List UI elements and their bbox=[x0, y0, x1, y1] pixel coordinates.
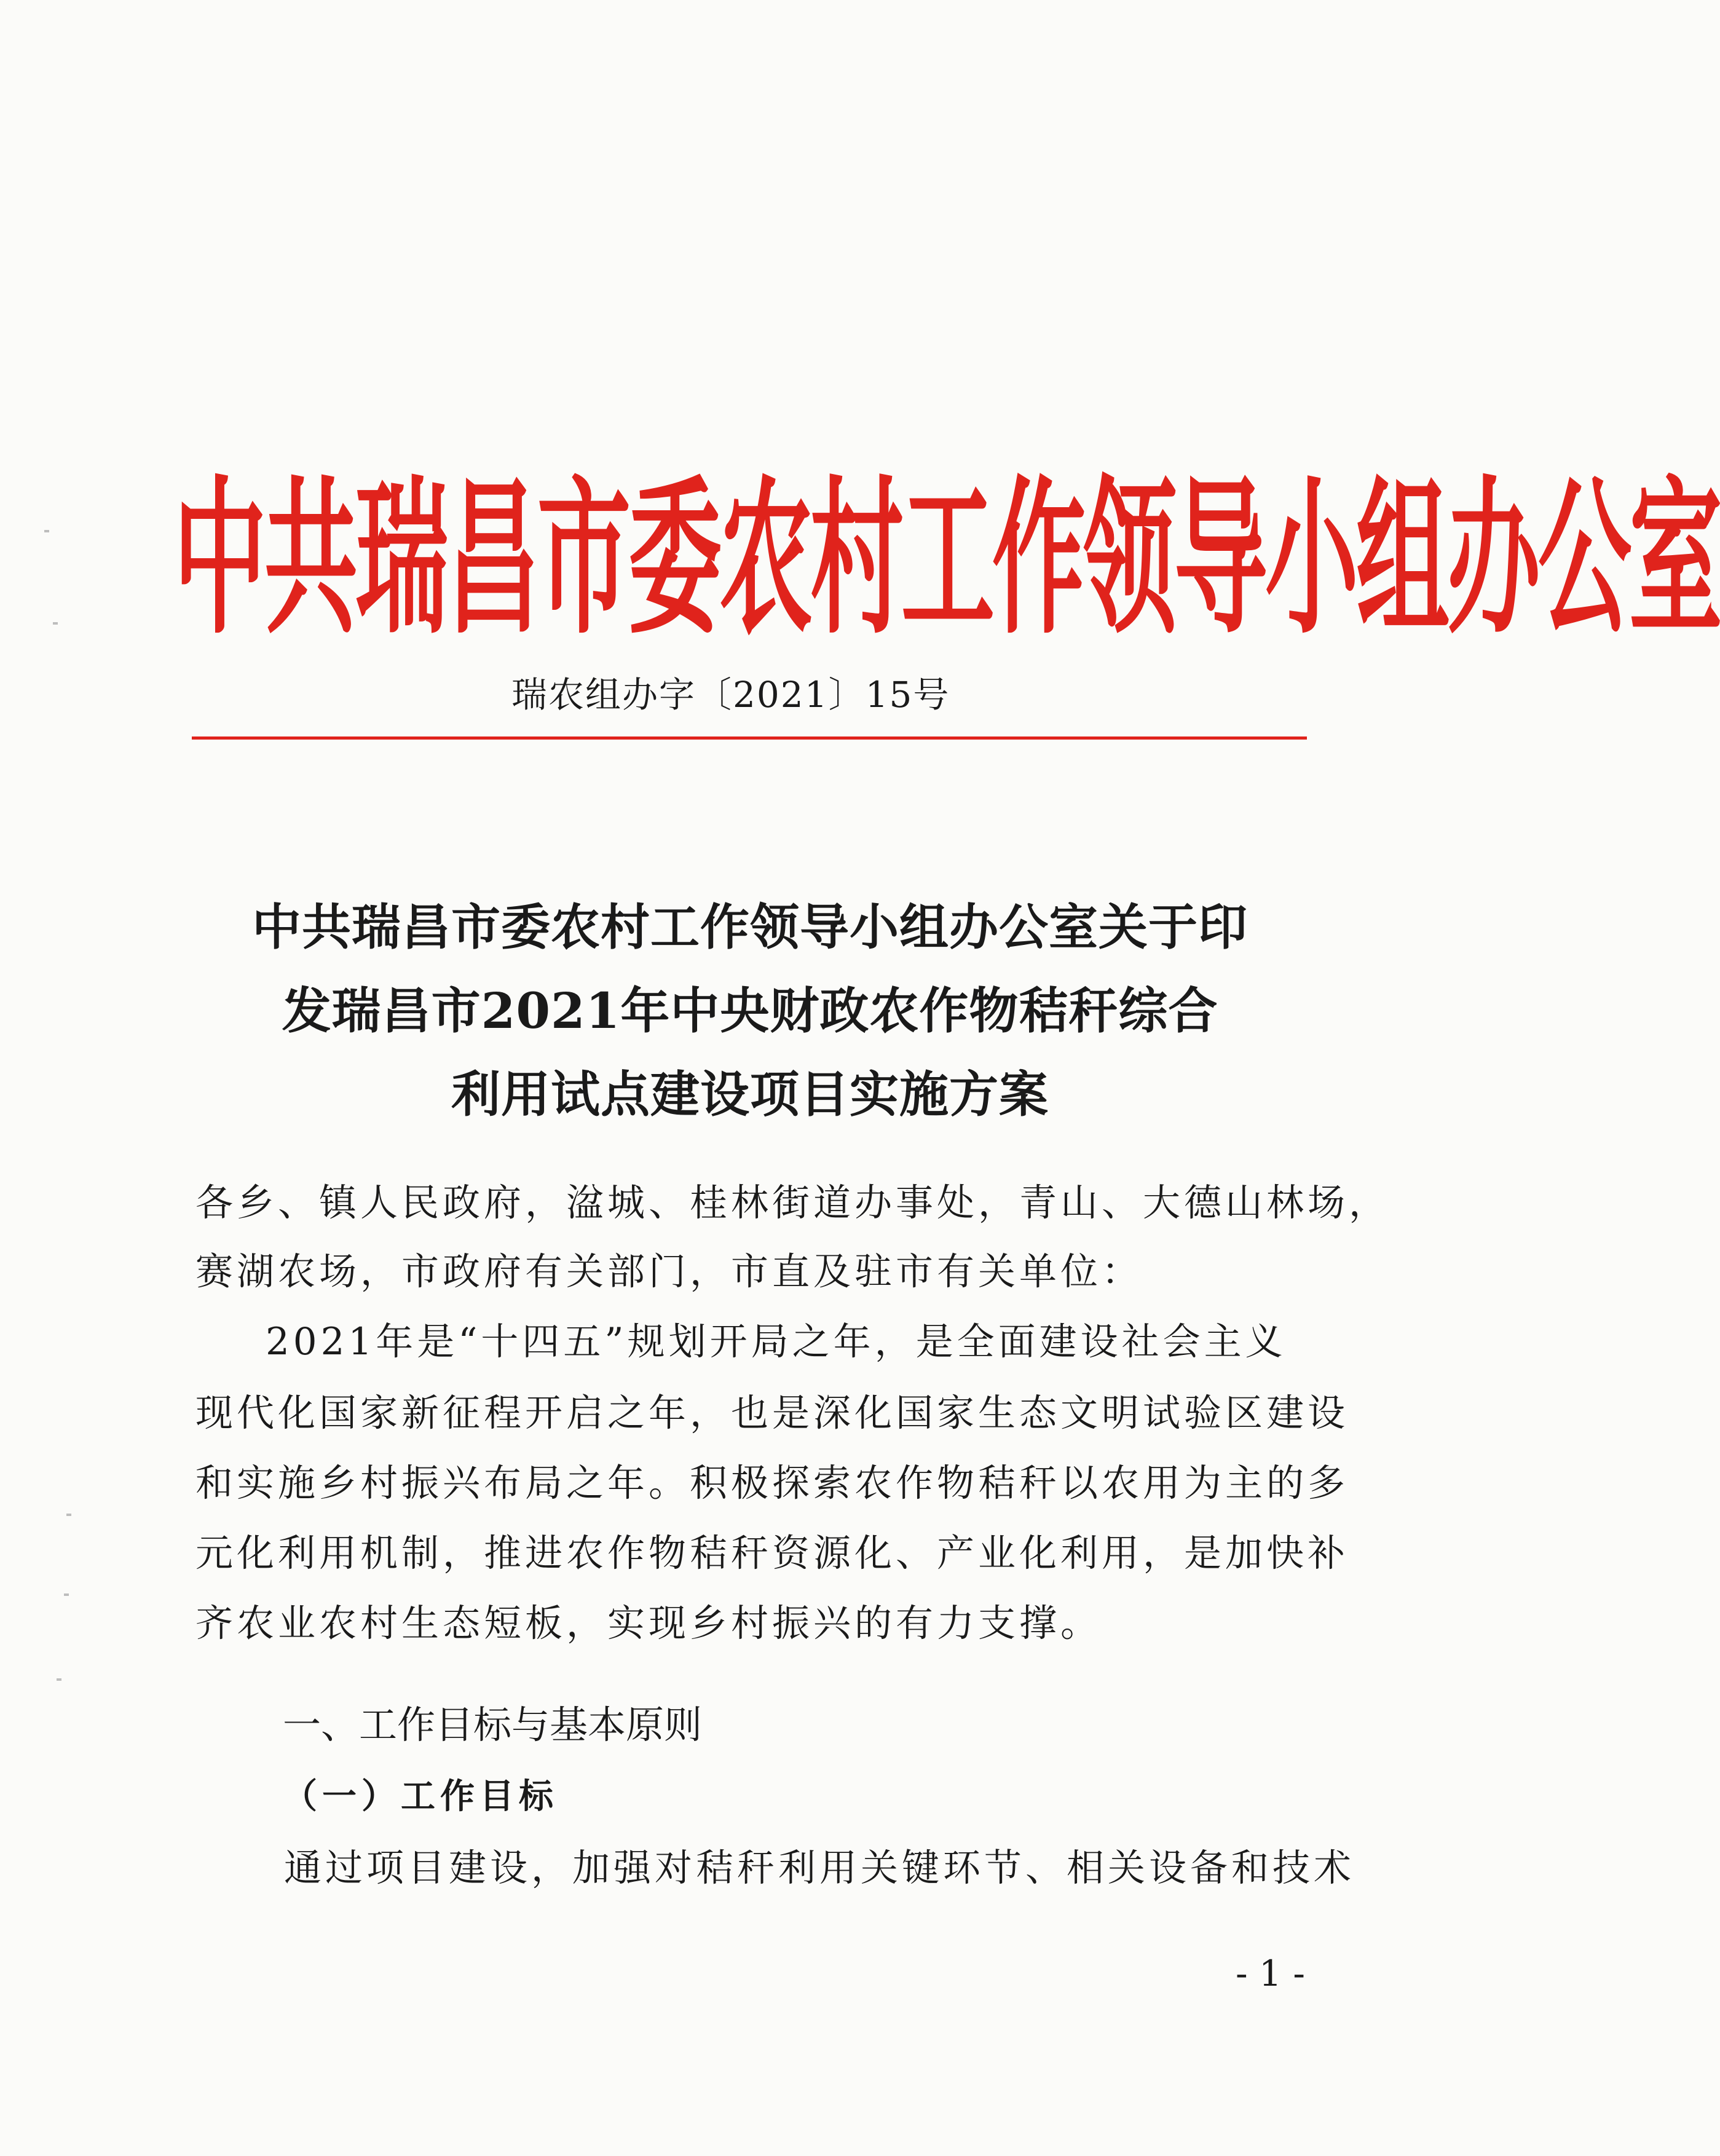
scan-speck bbox=[44, 530, 49, 532]
paragraph-line: 齐农业农村生态短板，实现乡村振兴的有力支撑。 bbox=[195, 1601, 1102, 1645]
scan-speck bbox=[66, 1514, 71, 1516]
paragraph-line: 2021年是“十四五”规划开局之年，是全面建设社会主义 bbox=[266, 1320, 1287, 1364]
document-number: 瑞农组办字〔2021〕15号 bbox=[511, 674, 950, 716]
paragraph-line: 通过项目建设，加强对秸秆利用关键环节、相关设备和技术 bbox=[284, 1846, 1355, 1890]
section-heading: 一、工作目标与基本原则 bbox=[283, 1702, 703, 1747]
subsection-heading: （一）工作目标 bbox=[283, 1776, 558, 1817]
masthead-area bbox=[0, 0, 1720, 676]
scan-speck bbox=[64, 1593, 69, 1596]
title-line: 利用试点建设项目实施方案 bbox=[451, 1065, 1049, 1123]
title-line: 中共瑞昌市委农村工作领导小组办公室关于印 bbox=[252, 898, 1248, 956]
scan-speck bbox=[53, 622, 58, 625]
paragraph-line: 元化利用机制，推进农作物秸秆资源化、产业化利用，是加快补 bbox=[195, 1531, 1349, 1575]
addressee-line: 赛湖农场，市政府有关部门，市直及驻市有关单位： bbox=[195, 1250, 1143, 1293]
red-separator-line bbox=[192, 736, 1307, 740]
addressee-line: 各乡、镇人民政府，湓城、桂林街道办事处，青山、大德山林场， bbox=[195, 1181, 1391, 1225]
page-number: - 1 - bbox=[1236, 1953, 1305, 1994]
paragraph-line: 和实施乡村振兴布局之年。积极探索农作物秸秆以农用为主的多 bbox=[195, 1461, 1349, 1505]
title-line: 发瑞昌市2021年中央财政农作物秸秆综合 bbox=[282, 982, 1218, 1040]
scan-speck bbox=[57, 1678, 61, 1681]
paragraph-line: 现代化国家新征程开启之年，也是深化国家生态文明试验区建设 bbox=[195, 1391, 1349, 1435]
document-title bbox=[178, 885, 1322, 1136]
masthead-title: 中共瑞昌市委农村工作领导小组办公室 bbox=[173, 460, 1720, 657]
